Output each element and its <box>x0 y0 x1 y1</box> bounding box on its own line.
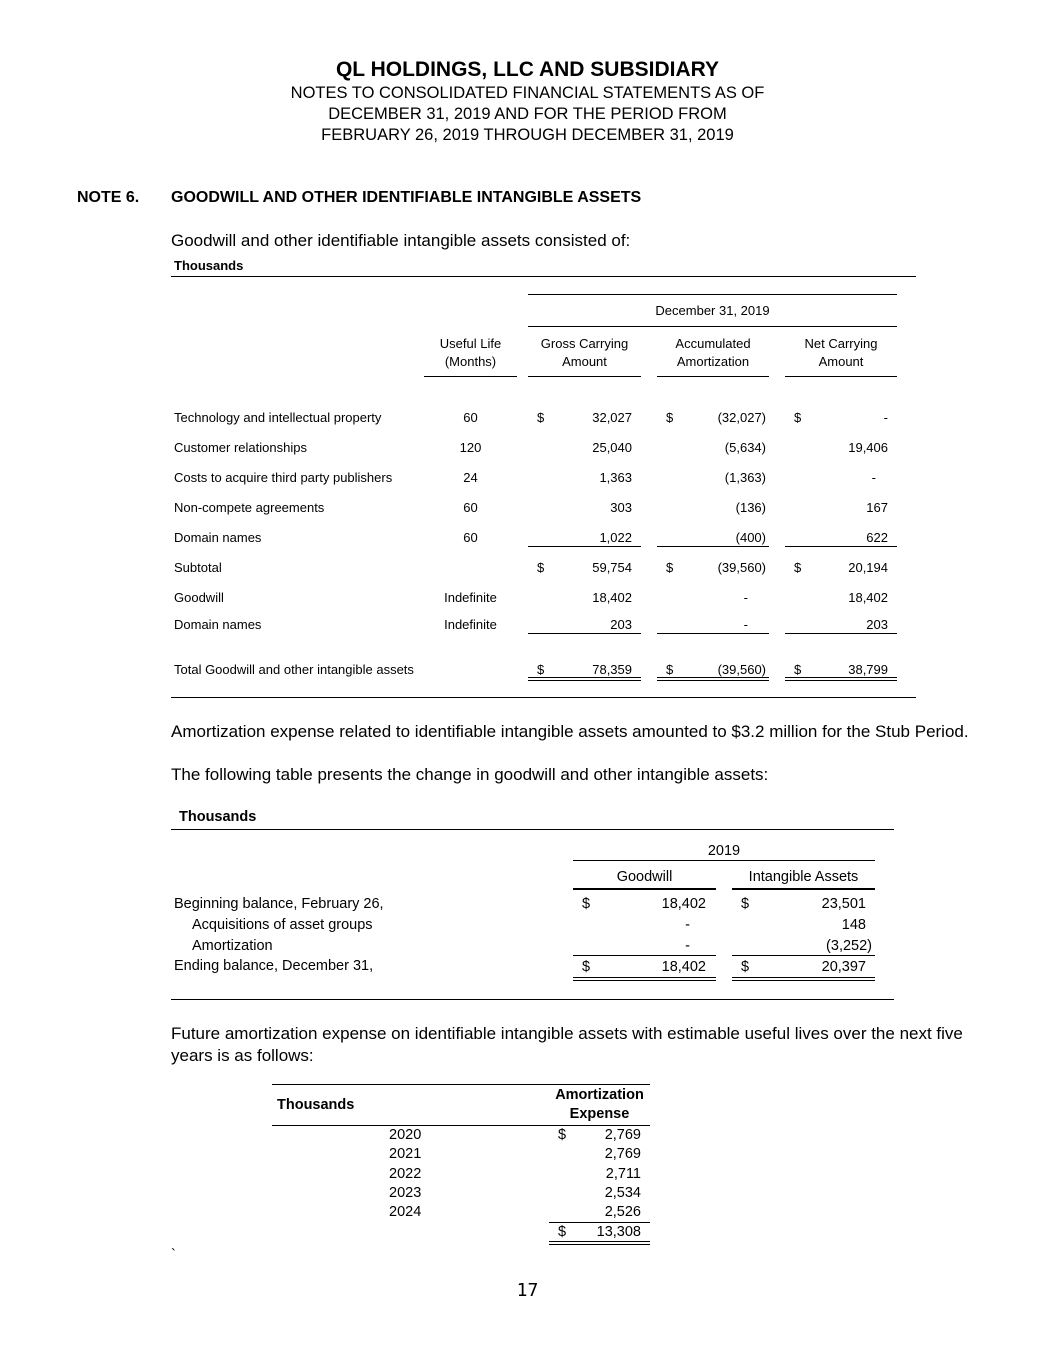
table1-period: December 31, 2019 <box>655 303 770 318</box>
note-number: NOTE 6. <box>77 189 140 206</box>
table1-row-net-sym: $ <box>794 560 802 575</box>
note-title: GOODWILL AND OTHER IDENTIFIABLE INTANGIBLE ASSETS <box>171 189 642 206</box>
table1-unit-label: Thousands <box>174 258 244 273</box>
table2-top-rule <box>171 829 894 830</box>
table1-subtotal-rule-accum <box>657 546 769 547</box>
table2-header-intangible: Intangible Assets <box>748 869 859 885</box>
table1-row-gross: 59,754 <box>592 560 632 575</box>
table1-row-accum: (39,560) <box>717 560 766 575</box>
table1-period-bottom-rule <box>528 326 897 327</box>
table1-row-accum-sym: $ <box>666 410 674 425</box>
table3-row-year: 2021 <box>389 1146 422 1162</box>
table1-total-accum: (39,560) <box>717 662 766 677</box>
table2-row-goodwill: 18,402 <box>661 896 706 912</box>
table3-total-sym: $ <box>558 1224 567 1240</box>
table2-row-goodwill: - <box>685 938 690 954</box>
table1-row-gross: 303 <box>610 500 632 515</box>
table2-header-rule-intangible <box>732 888 875 891</box>
table1-total-double-rule-accum <box>657 677 769 681</box>
table1-row-life: 60 <box>463 500 478 515</box>
table3-row-value: 2,711 <box>605 1166 641 1182</box>
table1-header-gross-2: Amount <box>562 354 607 369</box>
table1-row-net: 20,194 <box>848 560 888 575</box>
table1-total-net-sym: $ <box>794 662 802 677</box>
table1-header-rule-accum <box>657 376 769 377</box>
table1-row-gross-sym: $ <box>537 560 545 575</box>
table1-total-rule-net <box>785 633 897 634</box>
table3-row-value: 2,769 <box>604 1146 641 1162</box>
table2-row-intangible: 148 <box>841 917 866 933</box>
table1-row-life: Indefinite <box>444 617 497 632</box>
table1-row-label: Customer relationships <box>174 440 307 455</box>
table1-row-gross: 1,363 <box>599 470 632 485</box>
table1-row-gross: 203 <box>610 617 632 632</box>
table1-period-top-rule <box>528 294 897 295</box>
table1-total-net: 38,799 <box>848 662 888 677</box>
table1-row-label: Goodwill <box>174 590 224 605</box>
table3-row-value: 2,534 <box>604 1185 641 1201</box>
table1-header-life-2: (Months) <box>444 354 497 369</box>
table2-header-rule-goodwill <box>573 888 716 891</box>
table3-header-rule <box>272 1125 650 1126</box>
table2-total-double-rule-goodwill <box>573 977 716 981</box>
table1-row-label: Technology and intellectual property <box>174 410 382 425</box>
table1-total-rule-accum <box>657 633 769 634</box>
table1-total-gross: 78,359 <box>592 662 632 677</box>
table3-header-2: Expense <box>569 1106 630 1122</box>
table1-row-accum: (400) <box>735 530 766 545</box>
table2-row-goodwill-sym: $ <box>582 896 591 912</box>
table1-header-rule-life <box>424 376 517 377</box>
table2-bottom-rule <box>171 999 894 1000</box>
table2-year: 2019 <box>707 843 741 859</box>
table1-total-gross-sym: $ <box>537 662 545 677</box>
table3-total-double-rule <box>549 1241 650 1245</box>
table3-subtotal-rule <box>549 1222 650 1223</box>
table2-row-goodwill-sym: $ <box>582 959 591 975</box>
table2-unit-label: Thousands <box>179 809 257 825</box>
table1-row-net-sym: $ <box>794 410 802 425</box>
table1-row-label: Domain names <box>174 530 262 545</box>
table2-row-goodwill: - <box>685 917 690 933</box>
table1-row-accum: (136) <box>735 500 766 515</box>
table1-row-net: 167 <box>866 500 888 515</box>
table1-row-net: 19,406 <box>848 440 888 455</box>
table3-row-sym: $ <box>558 1127 567 1143</box>
table1-header-net-2: Amount <box>818 354 864 369</box>
table1-row-accum: (32,027) <box>717 410 766 425</box>
table2-row-intangible-sym: $ <box>741 896 750 912</box>
table2-row-goodwill: 18,402 <box>661 959 706 975</box>
table1-header-net-1: Net Carrying <box>804 336 878 351</box>
table2-row-label: Beginning balance, February 26, <box>174 896 384 912</box>
table1-row-gross: 25,040 <box>592 440 632 455</box>
table1-subtotal-rule-net <box>785 546 897 547</box>
table2-year-rule <box>573 860 875 861</box>
table2-row-intangible: (3,252) <box>826 938 872 954</box>
table1-header-rule-gross <box>528 376 641 377</box>
document-subtitle-line3: FEBRUARY 26, 2019 THROUGH DECEMBER 31, 2019 <box>321 126 734 144</box>
future-amortization-paragraph: Future amortization expense on identifiable intangible assets with estimable useful lives over the next five years is as follows: <box>171 1024 963 1065</box>
table1-total-rule-gross <box>528 633 641 634</box>
table3-row-year: 2024 <box>389 1204 422 1220</box>
table1-row-life: 24 <box>463 470 478 485</box>
stray-mark: ` <box>171 1247 176 1263</box>
table1-row-gross: 32,027 <box>592 410 632 425</box>
table1-row-life: 60 <box>463 530 478 545</box>
table1-row-gross-sym: $ <box>537 410 545 425</box>
table1-row-net: 203 <box>866 617 888 632</box>
note-intro: Goodwill and other identifiable intangible assets consisted of: <box>171 231 631 250</box>
table2-row-intangible: 20,397 <box>821 959 866 975</box>
table1-row-life: 60 <box>463 410 478 425</box>
table1-row-accum-sym: $ <box>666 560 674 575</box>
table1-row-accum: - <box>743 590 748 605</box>
table1-row-life: Indefinite <box>444 590 497 605</box>
change-paragraph: The following table presents the change in goodwill and other intangible assets: <box>171 765 769 784</box>
table1-row-accum: - <box>743 617 748 632</box>
table3-header-1: Amortization <box>555 1087 644 1103</box>
table1-bottom-rule <box>171 697 916 698</box>
table2-row-label: Amortization <box>192 938 273 954</box>
table2-row-intangible: 23,501 <box>821 896 866 912</box>
amortization-paragraph: Amortization expense related to identifiable intangible assets amounted to $3.2 million for the Stub Period. <box>171 722 969 741</box>
table2-subtotal-rule-intangible <box>732 955 875 956</box>
table1-header-accum-2: Amortization <box>676 354 750 369</box>
table1-header-gross-1: Gross Carrying <box>540 336 629 351</box>
table1-row-label: Non-compete agreements <box>174 500 325 515</box>
table1-subtotal-rule-gross <box>528 546 641 547</box>
table3-row-value: 2,769 <box>604 1127 641 1143</box>
table2-total-double-rule-intangible <box>732 977 875 981</box>
table1-row-accum: (5,634) <box>724 440 766 455</box>
table1-header-rule-net <box>785 376 897 377</box>
table1-total-double-rule-net <box>785 677 897 681</box>
table1-row-accum: (1,363) <box>724 470 766 485</box>
table1-header-life-1: Useful Life <box>439 336 502 351</box>
table1-row-net: 18,402 <box>848 590 888 605</box>
table2-subtotal-rule-goodwill <box>573 955 716 956</box>
table2-row-intangible-sym: $ <box>741 959 750 975</box>
table1-row-label: Domain names <box>174 617 262 632</box>
table1-row-net: - <box>871 470 876 485</box>
document-title: QL HOLDINGS, LLC AND SUBSIDIARY <box>335 58 720 81</box>
table2-header-goodwill: Goodwill <box>616 869 673 885</box>
document-subtitle-line1: NOTES TO CONSOLIDATED FINANCIAL STATEMENTS AS OF <box>290 84 765 102</box>
table1-row-net: - <box>883 410 888 425</box>
table3-total-value: 13,308 <box>596 1224 641 1240</box>
table1-header-accum-1: Accumulated <box>675 336 751 351</box>
table1-row-net: 622 <box>866 530 888 545</box>
table3-row-year: 2022 <box>389 1166 422 1182</box>
table3-row-year: 2020 <box>389 1127 422 1143</box>
table1-subtotal-label: Subtotal <box>174 560 222 575</box>
table3-row-value: 2,526 <box>604 1204 641 1220</box>
table1-total-accum-sym: $ <box>666 662 674 677</box>
table1-total-label: Total Goodwill and other intangible assets <box>174 662 414 677</box>
table1-row-life: 120 <box>459 440 482 455</box>
page-number: 17 <box>516 1280 539 1301</box>
table1-total-double-rule-gross <box>528 677 641 681</box>
document-subtitle-line2: DECEMBER 31, 2019 AND FOR THE PERIOD FROM <box>328 105 727 123</box>
table3-row-year: 2023 <box>389 1185 422 1201</box>
table1-row-gross: 1,022 <box>599 530 632 545</box>
table3-unit-label: Thousands <box>277 1097 355 1113</box>
table1-top-rule <box>171 276 916 277</box>
table3-top-rule <box>272 1084 650 1085</box>
table1-row-gross: 18,402 <box>592 590 632 605</box>
table2-row-label: Ending balance, December 31, <box>174 958 374 974</box>
table1-row-label: Costs to acquire third party publishers <box>174 470 393 485</box>
table2-row-label: Acquisitions of asset groups <box>192 917 373 933</box>
